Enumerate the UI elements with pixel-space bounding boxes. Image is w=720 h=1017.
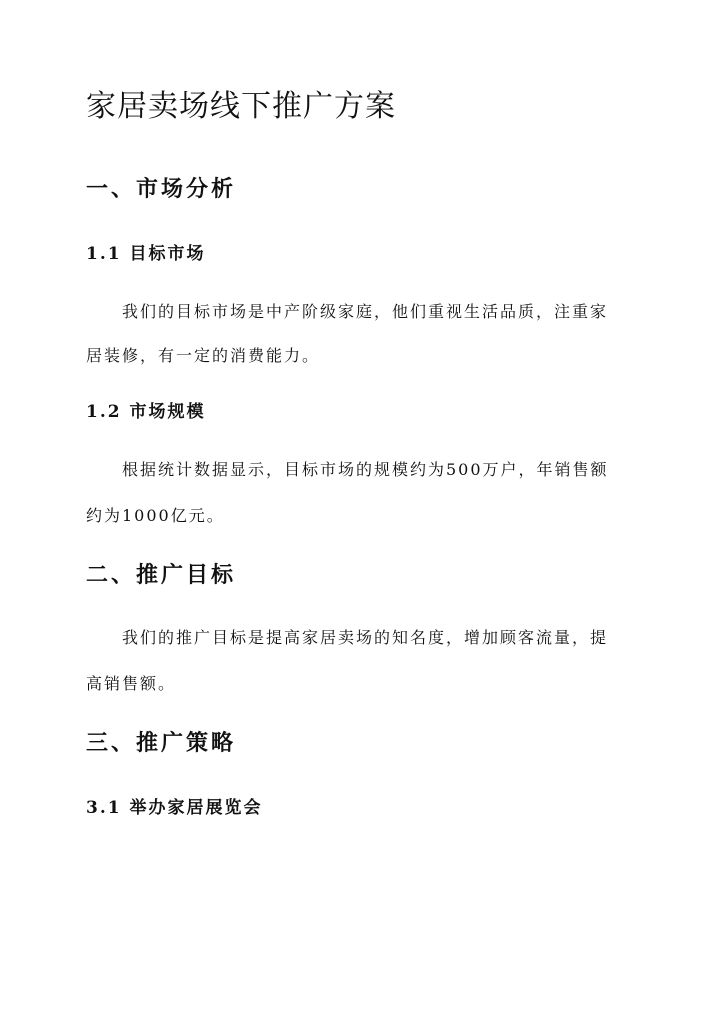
subsection-heading-market-size: 1.2 市场规模	[86, 402, 206, 422]
paragraph-line: 约为1000亿元。	[86, 506, 225, 525]
paragraph-line: 居装修，有一定的消费能力。	[86, 346, 321, 365]
section-heading-promotion-goals: 二、推广目标	[86, 562, 237, 588]
section-heading-promotion-strategy: 三、推广策略	[86, 730, 237, 756]
subsection-heading-home-expo: 3.1 举办家居展览会	[86, 798, 263, 818]
document-title: 家居卖场线下推广方案	[86, 89, 396, 124]
paragraph-line: 我们的目标市场是中产阶级家庭，他们重视生活品质，注重家	[122, 302, 609, 321]
subsection-heading-target-market: 1.1 目标市场	[86, 244, 206, 264]
section-heading-market-analysis: 一、市场分析	[86, 176, 237, 202]
paragraph-line: 高销售额。	[86, 674, 177, 693]
paragraph-line: 我们的推广目标是提高家居卖场的知名度，增加顾客流量，提	[122, 628, 609, 647]
paragraph-line: 根据统计数据显示，目标市场的规模约为500万户，年销售额	[122, 460, 609, 479]
